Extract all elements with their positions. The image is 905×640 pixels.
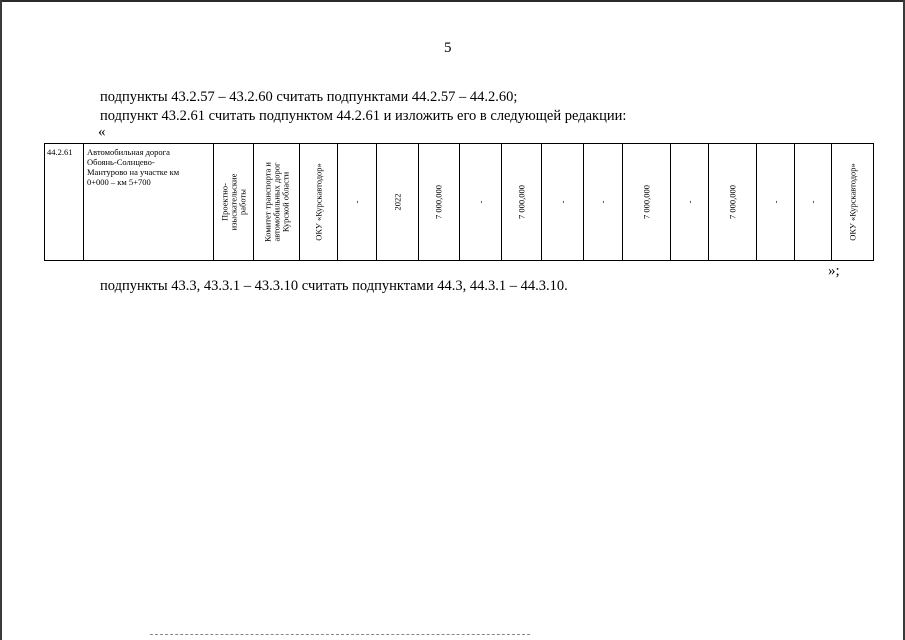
page-number: 5 [444,40,452,56]
value-c4: 7 000,000 [516,185,526,219]
cell-work-type [214,144,254,261]
table-row [45,144,874,261]
work-line: изыскательские [228,173,238,231]
scan-edge-left [0,0,2,640]
cell-c3 [460,144,502,261]
name-line: 0+000 – км 5+700 [87,177,151,187]
name-line: Мантурово на участке км [87,167,180,177]
text-line-2: подпункт 43.2.61 считать подпунктом 44.2.61 и изложить его в следующей редакции: [100,108,627,124]
name-line: Автомобильная дорога [87,147,170,157]
cell-c7 [623,144,671,261]
value-c5: - [557,200,567,204]
work-line: Проектно- [219,183,229,221]
cell-committee [254,144,300,261]
cell-c1 [338,144,377,261]
committee-line: Курской области [280,171,290,233]
cell-c6 [584,144,623,261]
cell-c2 [419,144,460,261]
text-line-1: подпункты 43.2.57 – 43.2.60 считать подпунктами 44.2.57 – 44.2.60; [100,89,518,105]
close-quote: »; [828,263,840,279]
name-line: Обоянь-Солнцево- [87,157,155,167]
value-c6: - [597,200,608,204]
cell-code [45,144,84,261]
cell-year [377,144,419,261]
amendment-table [44,143,874,261]
value-c9: 7 000,000 [727,185,737,219]
scan-bottom-marks [150,634,530,637]
scan-edge-top [0,0,905,2]
value-c10: - [770,200,780,204]
row-code: 44.2.61 [47,147,73,157]
executor-text: ОКУ «Курскавтодор» [313,163,323,241]
value-c2: 7 000,000 [433,185,444,219]
open-quote: « [98,124,106,140]
committee-line: Комитет транспорта и [262,162,272,242]
cell-c5 [542,144,584,261]
text-line-3: подпункты 43.3, 43.3.1 – 43.3.10 считать подпунктами 44.3, 44.3.1 – 44.3.10. [100,278,568,294]
work-type-text [220,174,247,231]
cell-executor-2 [832,144,874,261]
committee-text [263,162,290,242]
cell-c9 [709,144,757,261]
cell-c8 [671,144,709,261]
cell-c4 [502,144,542,261]
executor-2-text: ОКУ «Курскавтодор» [847,163,857,241]
value-year: 2022 [392,193,402,211]
value-c11: - [807,200,818,204]
value-c1: - [351,200,362,204]
value-c7: 7 000,000 [641,185,651,219]
cell-object-name [84,144,214,261]
value-c8: - [684,200,694,204]
committee-line: автомобильных дорог [271,162,281,242]
cell-c10 [757,144,795,261]
cell-executor [300,144,338,261]
cell-c11 [795,144,832,261]
work-line: работы [237,189,247,215]
value-c3: - [475,200,485,204]
